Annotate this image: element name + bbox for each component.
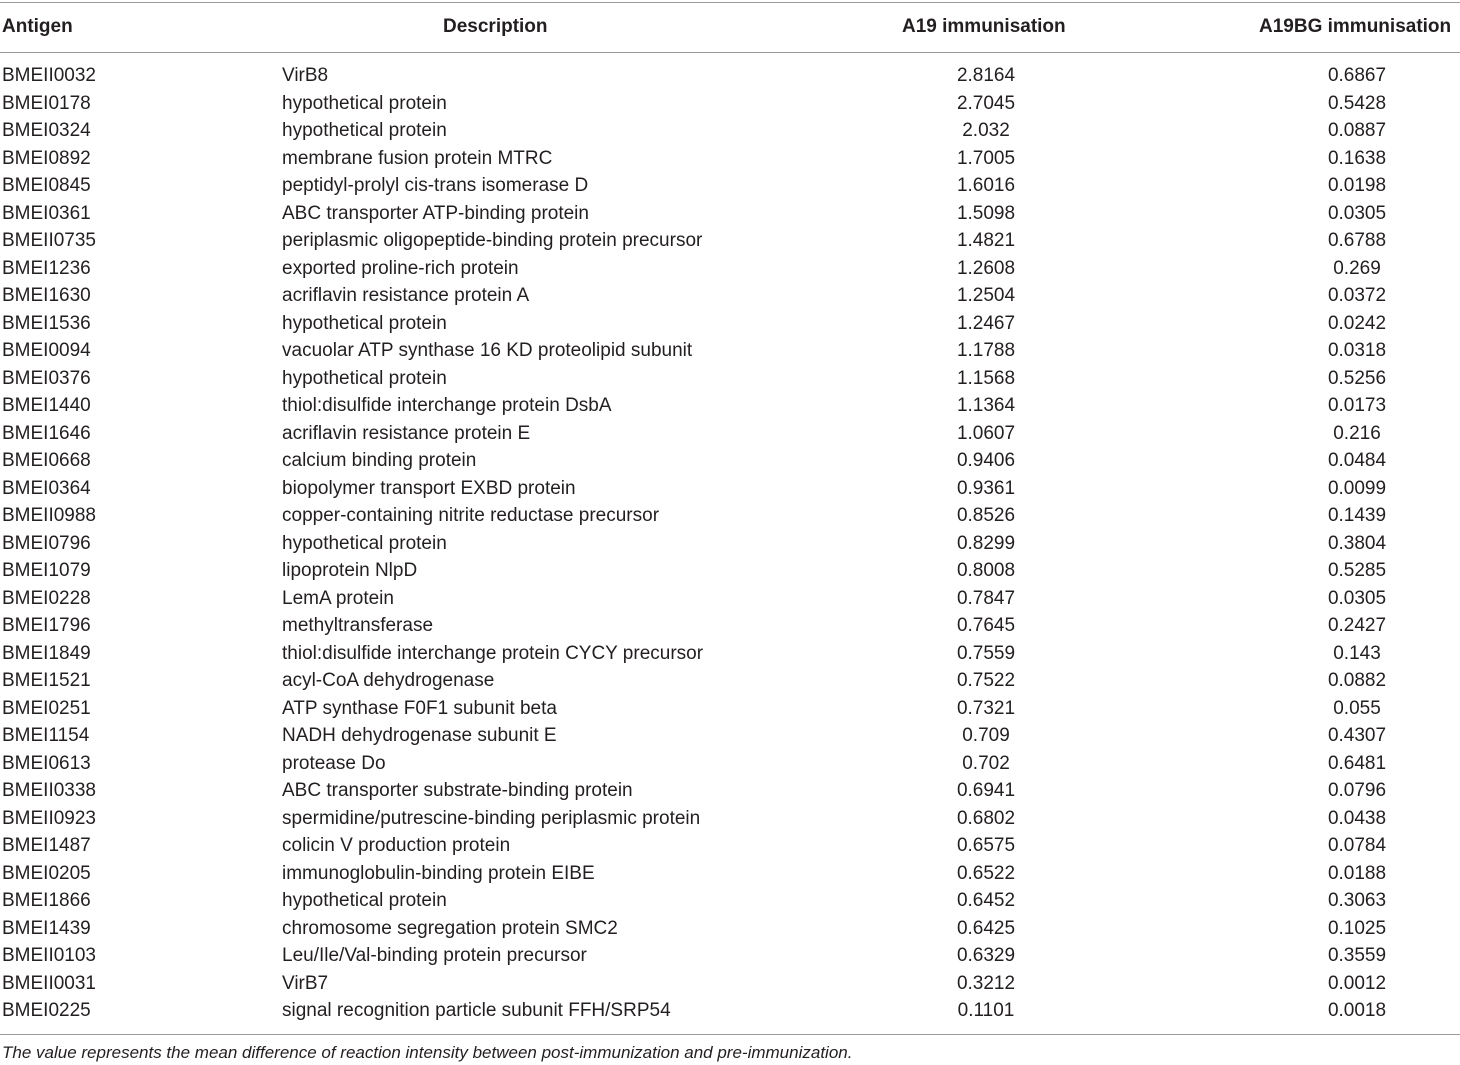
cell-description: lipoprotein NlpD [282,560,418,581]
cell-description: VirB8 [282,65,329,86]
cell-a19bg-value: 0.0012 [1327,972,1387,994]
cell-antigen: BMEII0735 [2,230,96,251]
cell-a19bg-value: 0.1025 [1327,917,1387,939]
table-row [0,970,1460,998]
cell-description: chromosome segregation protein SMC2 [282,917,618,939]
cell-description: ABC transporter ATP-binding protein [282,202,589,224]
header-antigen: Antigen [2,16,73,37]
table-row [0,585,1460,613]
table-row [0,420,1460,448]
cell-a19-value: 0.3212 [956,972,1016,994]
cell-a19bg-value: 0.0438 [1327,807,1387,829]
cell-description: periplasmic oligopeptide-binding protein precursor [282,230,703,251]
cell-a19bg-value: 0.0198 [1327,175,1387,196]
cell-antigen: BMEII0032 [2,65,96,86]
cell-antigen: BMEI0613 [2,752,91,774]
cell-description: ABC transporter substrate-binding protein [282,780,633,801]
cell-description: ATP synthase F0F1 subunit beta [282,697,557,719]
table-row [0,90,1460,118]
table-row [0,667,1460,695]
table-row [0,557,1460,585]
cell-a19-value: 0.702 [962,752,1010,774]
cell-description: acriflavin resistance protein E [282,422,531,444]
cell-description: methyltransferase [282,615,434,636]
cell-a19bg-value: 0.5428 [1327,92,1387,114]
table-row [0,887,1460,915]
cell-description: membrane fusion protein MTRC [282,147,553,169]
cell-antigen: BMEI0668 [2,450,91,471]
cell-a19-value: 0.8299 [956,532,1016,554]
cell-description: copper-containing nitrite reductase precursor [282,505,660,526]
cell-a19bg-value: 0.055 [1333,697,1381,719]
cell-antigen: BMEII0103 [2,945,96,966]
cell-a19-value: 0.6329 [956,945,1016,966]
table-row [0,777,1460,805]
cell-description: immunoglobulin-binding protein EIBE [282,862,595,884]
cell-a19bg-value: 0.0372 [1327,285,1387,306]
cell-description: hypothetical protein [282,532,447,554]
table-row [0,337,1460,365]
cell-a19-value: 1.2608 [956,257,1016,279]
cell-antigen: BMEI1646 [2,422,91,444]
cell-a19bg-value: 0.143 [1333,642,1381,664]
cell-a19-value: 0.6575 [956,835,1016,856]
cell-a19-value: 0.9406 [956,450,1016,471]
cell-antigen: BMEI0364 [2,477,91,499]
cell-description: acriflavin resistance protein A [282,285,530,306]
cell-a19bg-value: 0.2427 [1327,615,1387,636]
cell-description: signal recognition particle subunit FFH/SRP54 [282,1000,671,1021]
cell-description: exported proline-rich protein [282,257,519,279]
cell-a19-value: 1.2467 [956,312,1016,334]
cell-antigen: BMEI0376 [2,367,91,389]
table-row [0,530,1460,558]
cell-a19-value: 0.9361 [956,477,1016,499]
cell-description: hypothetical protein [282,92,447,114]
cell-description: hypothetical protein [282,120,447,141]
table-row [0,750,1460,778]
cell-a19bg-value: 0.0796 [1327,780,1387,801]
cell-a19bg-value: 0.4307 [1327,725,1387,746]
cell-a19bg-value: 0.0018 [1327,1000,1387,1021]
table-header-rule [0,52,1460,53]
cell-antigen: BMEI0251 [2,697,91,719]
cell-antigen: BMEI1796 [2,615,91,636]
table-row [0,282,1460,310]
table-row [0,172,1460,200]
cell-description: hypothetical protein [282,312,447,334]
cell-a19bg-value: 0.3063 [1327,890,1387,911]
cell-a19-value: 1.0607 [956,422,1016,444]
cell-antigen: BMEI0361 [2,202,91,224]
cell-a19bg-value: 0.0173 [1327,395,1387,416]
cell-a19bg-value: 0.1638 [1327,147,1387,169]
header-a19bg-immunisation: A19BG immunisation [1259,16,1452,37]
cell-a19bg-value: 0.6867 [1327,65,1387,86]
cell-antigen: BMEI0228 [2,587,91,609]
cell-a19-value: 0.7522 [956,670,1016,691]
cell-antigen: BMEI1487 [2,835,91,856]
cell-antigen: BMEI1536 [2,312,91,334]
cell-a19bg-value: 0.269 [1333,257,1381,279]
cell-a19-value: 1.5098 [956,202,1016,224]
cell-description: spermidine/putrescine-binding periplasmic protein [282,807,701,829]
cell-a19-value: 1.6016 [956,175,1016,196]
cell-description: VirB7 [282,972,329,994]
cell-description: acyl-CoA dehydrogenase [282,670,495,691]
cell-a19bg-value: 0.0188 [1327,862,1387,884]
table-row [0,502,1460,530]
cell-a19-value: 0.7321 [956,697,1016,719]
cell-antigen: BMEI1154 [2,725,90,746]
header-description: Description [443,16,548,37]
cell-antigen: BMEI1866 [2,890,91,911]
table-row [0,447,1460,475]
table-row [0,117,1460,145]
cell-a19bg-value: 0.0887 [1327,120,1387,141]
cell-description: protease Do [282,752,386,774]
cell-a19-value: 0.6802 [956,807,1016,829]
cell-antigen: BMEI1521 [2,670,91,691]
cell-a19bg-value: 0.1439 [1327,505,1387,526]
cell-description: LemA protein [282,587,394,609]
cell-a19-value: 0.8008 [956,560,1016,581]
table-footnote: The value represents the mean difference of reaction intensity between post-immunization and pre-immunization. [2,1043,853,1062]
cell-a19-value: 2.032 [962,120,1010,141]
table-row [0,475,1460,503]
cell-description: hypothetical protein [282,367,447,389]
table-bottom-rule [0,1034,1460,1035]
cell-antigen: BMEII0031 [2,972,96,994]
cell-a19bg-value: 0.0305 [1327,587,1387,609]
cell-a19-value: 1.2504 [956,285,1016,306]
cell-a19-value: 0.1101 [957,1000,1015,1021]
table-row [0,310,1460,338]
cell-a19-value: 0.7645 [956,615,1016,636]
cell-a19bg-value: 0.0099 [1327,477,1387,499]
table-row [0,695,1460,723]
cell-a19-value: 1.1788 [956,340,1016,361]
cell-a19bg-value: 0.6481 [1327,752,1387,774]
cell-antigen: BMEI1439 [2,917,91,939]
cell-antigen: BMEI1849 [2,642,91,664]
table-row [0,612,1460,640]
table-row [0,62,1460,90]
cell-antigen: BMEI0892 [2,147,91,169]
cell-a19bg-value: 0.0484 [1327,450,1387,471]
cell-a19-value: 1.1568 [956,367,1016,389]
cell-a19-value: 0.6425 [956,917,1016,939]
cell-antigen: BMEI0178 [2,92,91,114]
cell-description: vacuolar ATP synthase 16 KD proteolipid subunit [282,340,693,361]
cell-a19bg-value: 0.5256 [1327,367,1387,389]
cell-a19bg-value: 0.3559 [1327,945,1387,966]
table-row [0,832,1460,860]
table-row [0,997,1460,1025]
cell-a19-value: 0.6941 [956,780,1016,801]
table-row [0,915,1460,943]
table-row [0,722,1460,750]
cell-antigen: BMEI0094 [2,340,91,361]
table-body [0,62,1460,1025]
table-row [0,365,1460,393]
cell-antigen: BMEI0796 [2,532,91,554]
cell-a19bg-value: 0.0242 [1327,312,1387,334]
cell-description: Leu/Ile/Val-binding protein precursor [282,945,587,966]
cell-a19bg-value: 0.0318 [1327,340,1387,361]
table-top-rule [0,2,1460,3]
cell-antigen: BMEI0845 [2,175,91,196]
cell-description: NADH dehydrogenase subunit E [282,725,557,746]
cell-antigen: BMEI1236 [2,257,91,279]
table-header-row [0,4,1460,50]
cell-a19-value: 2.7045 [956,92,1016,114]
table-row [0,805,1460,833]
cell-a19-value: 0.8526 [956,505,1016,526]
cell-antigen: BMEII0923 [2,807,96,829]
cell-antigen: BMEI0324 [2,120,91,141]
table-row [0,392,1460,420]
cell-a19-value: 0.7847 [956,587,1016,609]
cell-a19bg-value: 0.5285 [1327,560,1387,581]
cell-a19bg-value: 0.3804 [1327,532,1387,554]
cell-antigen: BMEI1079 [2,560,91,581]
table-row [0,200,1460,228]
cell-description: biopolymer transport EXBD protein [282,477,576,499]
cell-antigen: BMEII0988 [2,505,96,526]
cell-description: thiol:disulfide interchange protein CYCY precursor [282,642,704,664]
cell-antigen: BMEI0225 [2,1000,91,1021]
cell-description: hypothetical protein [282,890,447,911]
cell-description: thiol:disulfide interchange protein DsbA [282,395,612,416]
cell-antigen: BMEII0338 [2,780,96,801]
cell-a19-value: 0.709 [962,725,1010,746]
cell-a19bg-value: 0.0784 [1327,835,1387,856]
table-row [0,227,1460,255]
table-row [0,145,1460,173]
cell-a19-value: 2.8164 [956,65,1016,86]
cell-a19bg-value: 0.216 [1333,422,1381,444]
cell-a19-value: 0.6452 [956,890,1016,911]
cell-description: colicin V production protein [282,835,511,856]
cell-antigen: BMEI1630 [2,285,91,306]
table-row [0,942,1460,970]
cell-description: calcium binding protein [282,450,477,471]
header-a19-immunisation: A19 immunisation [902,16,1066,37]
cell-a19-value: 1.7005 [956,147,1016,169]
table-row [0,640,1460,668]
cell-a19-value: 1.4821 [956,230,1016,251]
cell-a19-value: 0.6522 [956,862,1016,884]
cell-antigen: BMEI1440 [2,395,91,416]
table-row [0,255,1460,283]
cell-a19-value: 0.7559 [956,642,1016,664]
cell-a19bg-value: 0.6788 [1327,230,1387,251]
cell-a19bg-value: 0.0305 [1327,202,1387,224]
cell-a19-value: 1.1364 [956,395,1016,416]
cell-a19bg-value: 0.0882 [1327,670,1387,691]
table-row [0,860,1460,888]
cell-description: peptidyl-prolyl cis-trans isomerase D [282,175,589,196]
cell-antigen: BMEI0205 [2,862,91,884]
